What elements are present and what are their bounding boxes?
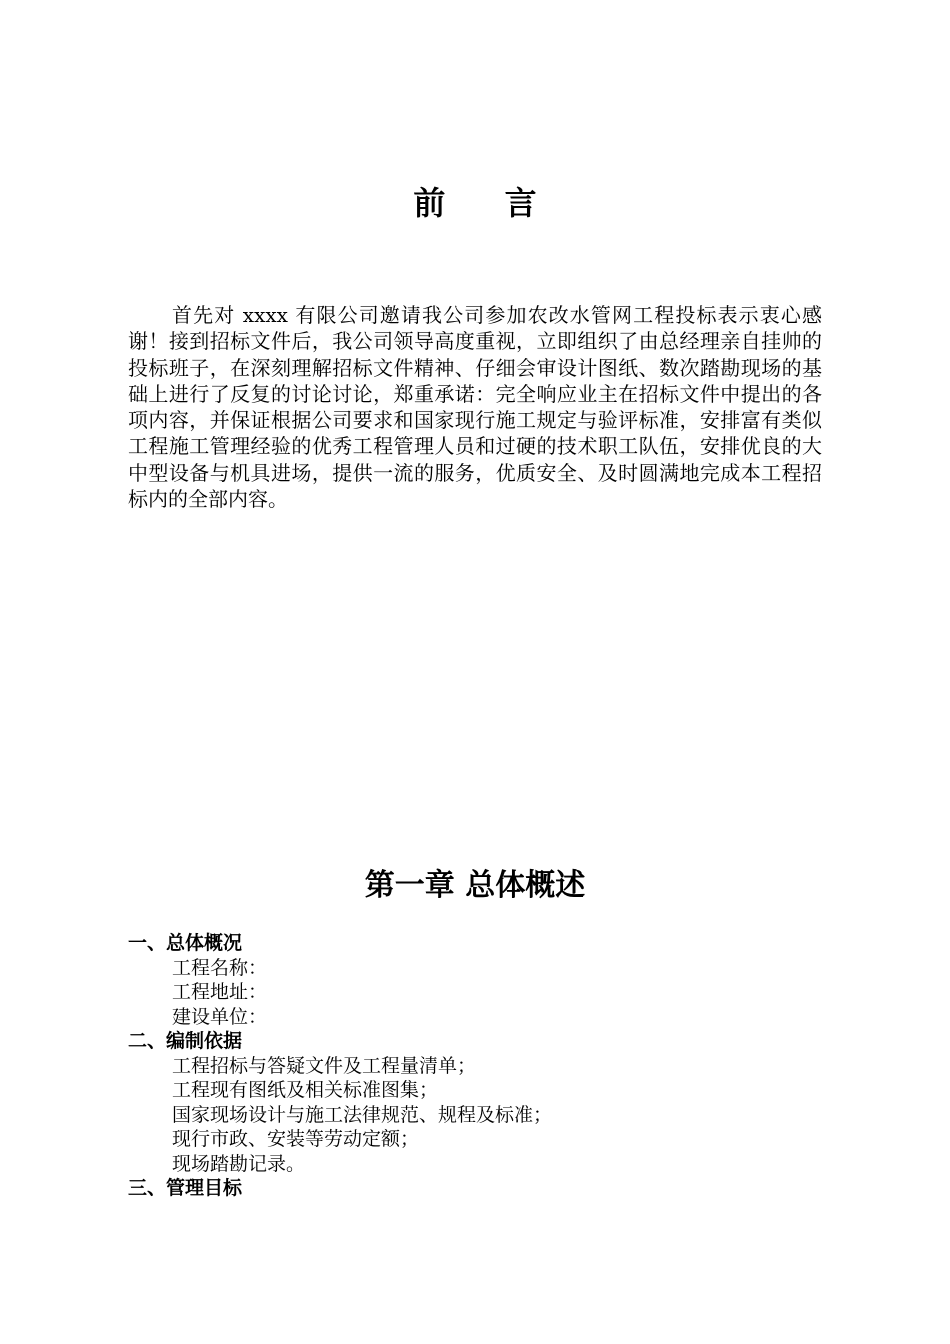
chapter-outline [128,931,828,1201]
section-item: 国家现场设计与施工法律规范、规程及标准； [172,1103,553,1126]
section-item: 工程地址： [172,981,268,1003]
section-item: 现行市政、安装等劳动定额； [172,1128,420,1150]
preface-body [128,302,822,512]
section-item: 工程现有图纸及相关标准图集； [172,1079,439,1101]
chapter-title: 第一章 总体概述 [364,868,586,903]
section-heading-basis: 二、编制依据 [128,1030,243,1052]
section-item: 工程名称： [172,956,268,979]
preface-paragraph: 首先对 xxxx 有限公司邀请我公司参加农改水管网工程投标表示衷心感谢！接到招标文件后，我公司领导高度重视，立即组织了由总经理亲自挂帅的投标班子，在深刻理解招标文件精神、仔细会审设计图纸、数次踏勘现场的基础上进行了反复的讨论讨论，郑重承诺：完全响应业主在招标文件中提出的各项内容，并保证根据公司要求和国家现行施工规定与验评标准，安排富有类似工程施工管理经验的优秀工程管理人员和过硬的技术职工队伍，安排优良的大中型设备与机具进场，提供一流的服务，优质安全、及时圆满地完成本工程招标内的全部内容。 [128,303,822,512]
section-item: 建设单位： [172,1005,268,1028]
preface-title: 前 言 [413,184,561,222]
section-heading-overview: 一、总体概况 [128,932,243,954]
section-heading-goals: 三、管理目标 [128,1177,243,1199]
section-item: 现场踏勘记录。 [172,1152,306,1175]
section-item: 工程招标与答疑文件及工程量清单； [172,1054,477,1077]
